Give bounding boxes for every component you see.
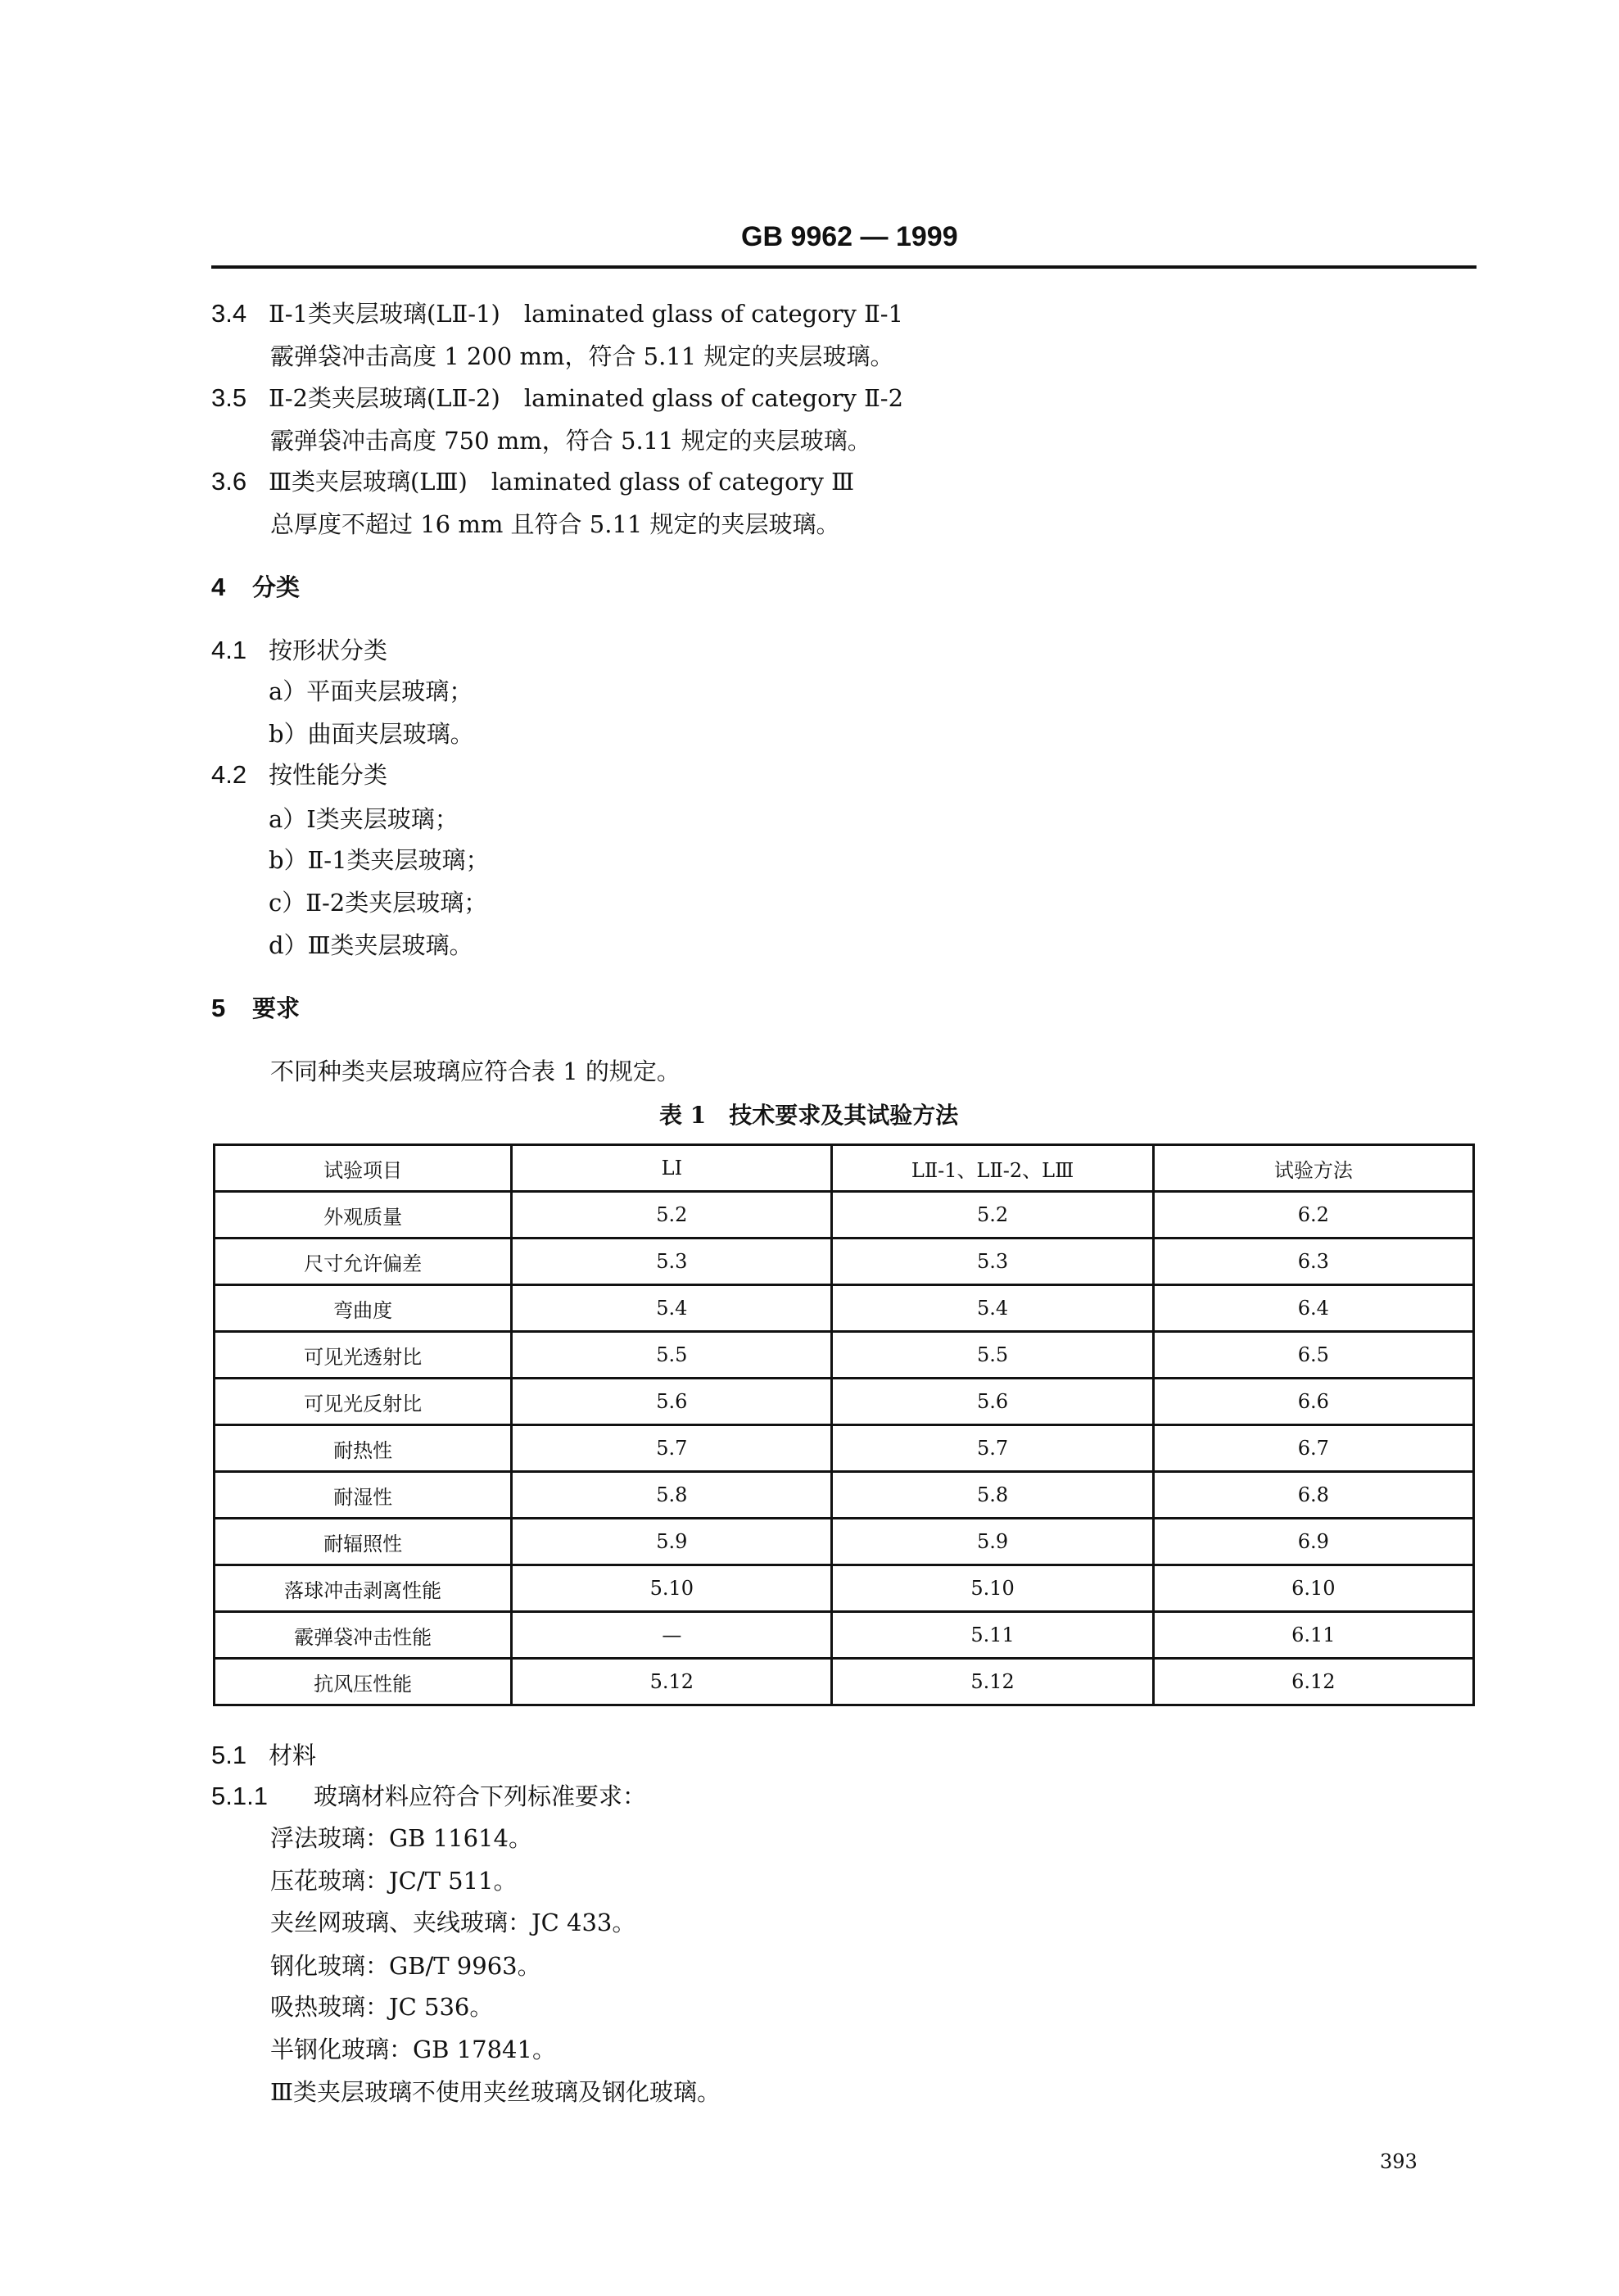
- table-cell: 尺寸允许偏差: [215, 1239, 512, 1285]
- table-cell: 5.4: [832, 1285, 1153, 1332]
- table-header-row: [215, 1145, 1474, 1192]
- definition-desc: 霰弹袋冲击高度 1 200 mm，符合 5.11 规定的夹层玻璃。: [270, 342, 894, 370]
- table-cell: 6.8: [1153, 1472, 1473, 1519]
- section-number: 4: [211, 573, 226, 601]
- table-cell: 弯曲度: [215, 1285, 512, 1332]
- table-row: [215, 1565, 1474, 1612]
- table-cell: 霰弹袋冲击性能: [215, 1612, 512, 1659]
- table-header-cell: LⅠ: [512, 1145, 832, 1192]
- section-number: 5: [211, 994, 226, 1022]
- table-header-cell: 试验方法: [1153, 1145, 1473, 1192]
- list-item: 夹丝网玻璃、夹线玻璃：JC 433。: [270, 1909, 636, 1936]
- clause-title: 按形状分类: [269, 636, 388, 664]
- list-item: a）平面夹层玻璃；: [269, 677, 473, 705]
- term: Ⅱ-2类夹层玻璃(LⅡ-2): [269, 384, 500, 412]
- list-item: b）Ⅱ-1类夹层玻璃；: [269, 846, 490, 874]
- list-item: c）Ⅱ-2类夹层玻璃；: [269, 889, 488, 917]
- table-row: [215, 1239, 1474, 1285]
- definition-desc: 霰弹袋冲击高度 750 mm，符合 5.11 规定的夹层玻璃。: [270, 427, 871, 455]
- table-cell: 5.10: [832, 1565, 1153, 1612]
- list-item: 吸热玻璃：JC 536。: [270, 1993, 494, 2021]
- section-5-heading: [211, 994, 300, 1023]
- list-item: 压花玻璃：JC/T 511。: [270, 1867, 518, 1895]
- table-cell: 5.9: [512, 1519, 832, 1565]
- table-cell: 5.12: [512, 1659, 832, 1705]
- table-header-cell: LⅡ-1、LⅡ-2、LⅢ: [832, 1145, 1153, 1192]
- table-cell: 5.9: [832, 1519, 1153, 1565]
- term-en: laminated glass of category Ⅱ-2: [523, 384, 904, 412]
- term: Ⅲ类夹层玻璃(LⅢ): [269, 468, 468, 496]
- section-4-heading: [211, 573, 300, 602]
- clause-title: 材料: [269, 1741, 317, 1769]
- list-item: 浮法玻璃：GB 11614。: [270, 1824, 532, 1852]
- term: Ⅱ-1类夹层玻璃(LⅡ-1): [269, 300, 500, 328]
- table-row: [215, 1332, 1474, 1379]
- table-cell: —: [512, 1612, 832, 1659]
- table-caption: 表 1 技术要求及其试验方法: [659, 1102, 959, 1129]
- table-cell: 外观质量: [215, 1192, 512, 1239]
- table-cell: 6.5: [1153, 1332, 1473, 1379]
- list-item: 钢化玻璃：GB/T 9963。: [270, 1952, 541, 1980]
- clause-number: 5.1: [211, 1741, 247, 1769]
- header-rule: [211, 265, 1477, 269]
- table-cell: 5.8: [832, 1472, 1153, 1519]
- page-number: 393: [1380, 2150, 1418, 2173]
- clause-number: 3.5: [211, 383, 247, 412]
- section-intro: 不同种类夹层玻璃应符合表 1 的规定。: [270, 1057, 681, 1085]
- table-cell: 6.6: [1153, 1379, 1473, 1425]
- list-item: 半钢化玻璃：GB 17841。: [270, 2036, 556, 2063]
- table-cell: 耐热性: [215, 1425, 512, 1472]
- requirements-table: [213, 1143, 1475, 1706]
- clause-5-1: [211, 1741, 316, 1770]
- table-cell: 5.6: [512, 1379, 832, 1425]
- table-cell: 6.3: [1153, 1239, 1473, 1285]
- table-row: [215, 1379, 1474, 1425]
- clause-number: 3.4: [211, 299, 247, 328]
- table-cell: 6.7: [1153, 1425, 1473, 1472]
- list-item: a）Ⅰ类夹层玻璃；: [269, 805, 459, 833]
- table-cell: 5.12: [832, 1659, 1153, 1705]
- table-cell: 5.7: [512, 1425, 832, 1472]
- clause-title: 按性能分类: [269, 761, 388, 789]
- clause-5-1-1: [211, 1782, 646, 1811]
- table-cell: 5.5: [512, 1332, 832, 1379]
- document-header: GB 9962 — 1999: [741, 221, 958, 252]
- table-row: [215, 1192, 1474, 1239]
- term-en: laminated glass of category Ⅱ-1: [523, 300, 904, 328]
- clause-number: 5.1.1: [211, 1782, 268, 1810]
- table-cell: 5.3: [832, 1239, 1153, 1285]
- clause-number: 3.6: [211, 467, 247, 496]
- table-cell: 5.8: [512, 1472, 832, 1519]
- table-row: [215, 1519, 1474, 1565]
- clause-number: 4.2: [211, 760, 247, 789]
- table-cell: 可见光透射比: [215, 1332, 512, 1379]
- table-cell: 6.2: [1153, 1192, 1473, 1239]
- table-cell: 6.12: [1153, 1659, 1473, 1705]
- clause-number: 4.1: [211, 636, 247, 664]
- list-item: b）曲面夹层玻璃。: [269, 720, 474, 748]
- table-row: [215, 1285, 1474, 1332]
- definition-3-6: [211, 467, 854, 496]
- clause-title: 玻璃材料应符合下列标准要求：: [314, 1782, 647, 1810]
- table-cell: 5.7: [832, 1425, 1153, 1472]
- table-row: [215, 1472, 1474, 1519]
- table-cell: 5.6: [832, 1379, 1153, 1425]
- table-cell: 6.9: [1153, 1519, 1473, 1565]
- definition-3-5: [211, 383, 903, 413]
- table-cell: 落球冲击剥离性能: [215, 1565, 512, 1612]
- table-cell: 6.4: [1153, 1285, 1473, 1332]
- table-row: [215, 1659, 1474, 1705]
- table-cell: 6.11: [1153, 1612, 1473, 1659]
- section-title: 要求: [252, 994, 301, 1022]
- term-en: laminated glass of category Ⅲ: [491, 468, 855, 496]
- list-item: Ⅲ类夹层玻璃不使用夹丝玻璃及钢化玻璃。: [270, 2078, 721, 2106]
- table-cell: 抗风压性能: [215, 1659, 512, 1705]
- table-cell: 5.5: [832, 1332, 1153, 1379]
- definition-desc: 总厚度不超过 16 mm 且符合 5.11 规定的夹层玻璃。: [270, 510, 840, 538]
- table-row: [215, 1612, 1474, 1659]
- definition-3-4: [211, 299, 903, 328]
- table-cell: 5.3: [512, 1239, 832, 1285]
- table-cell: 耐湿性: [215, 1472, 512, 1519]
- clause-4-2: [211, 760, 387, 790]
- table-cell: 5.2: [832, 1192, 1153, 1239]
- table-cell: 5.11: [832, 1612, 1153, 1659]
- table-header-cell: 试验项目: [215, 1145, 512, 1192]
- table-row: [215, 1425, 1474, 1472]
- table-cell: 可见光反射比: [215, 1379, 512, 1425]
- clause-4-1: [211, 636, 387, 665]
- list-item: d）Ⅲ类夹层玻璃。: [269, 931, 473, 959]
- table-cell: 耐辐照性: [215, 1519, 512, 1565]
- table-cell: 5.10: [512, 1565, 832, 1612]
- table-cell: 5.4: [512, 1285, 832, 1332]
- section-title: 分类: [252, 573, 301, 601]
- table-cell: 6.10: [1153, 1565, 1473, 1612]
- table-cell: 5.2: [512, 1192, 832, 1239]
